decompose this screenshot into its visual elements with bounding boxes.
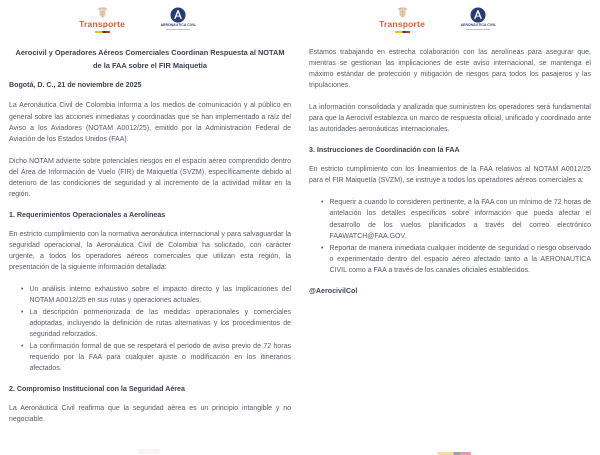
colombia-flag-underline (395, 31, 410, 34)
bullet-icon: • (21, 309, 24, 317)
bullet-icon: • (321, 244, 324, 252)
dateline: Bogotá, D. C., 21 de noviembre de 2025 (9, 81, 142, 90)
bullet-text: La descripción pormenorizada de las medidas operacionales y comerciales adoptadas, incluyendo la definición de rutas alternativas y los procedimientos de seguridad reforzados. (29, 309, 291, 339)
list-item (321, 197, 591, 241)
aerocivil-subtext-line (466, 29, 490, 30)
aerocivil-a-icon (470, 7, 486, 23)
list-item (321, 243, 591, 276)
bullet-icon: • (21, 286, 24, 294)
transporte-wordmark: Transporte (79, 19, 126, 29)
aerocivil-logo (136, 6, 221, 30)
list-item (21, 307, 291, 340)
page-2-footer-mark (437, 452, 471, 455)
aerocivil-a-icon (170, 7, 186, 23)
bullet-text: La confirmación formal de que se respetará el periodo de aviso previo de 72 horas requerido por la FAA para cualquier ajuste o modificación en los itinerarios afectados. (29, 343, 291, 373)
ministry-crest-icon (96, 6, 109, 19)
paragraph-collaboration: Estamos trabajando en estrecha colaboración con las aerolíneas para asegurar que, mientras se gestionan las implicaciones de este aviso internacional, se mantenga el máximo estándar de protección y mitigación de riesgos para todos los pasajeros y las tripulaciones. (309, 49, 591, 90)
paragraph-intro: La Aeronáutica Civil de Colombia informa a los medios de comunicación y al público en general sobre las acciones inmediatas y coordinadas que se han implementado a raíz del Aviso a los Aviadores (NOTAM A0012/25), emitido por la Administración Federal de Aviación de los Estados Unidos (FAA). (9, 102, 291, 143)
aerocivil-wordmark: AERONÁUTICA CIVIL (460, 23, 497, 27)
page-2-header (309, 6, 591, 39)
paragraph-notam-warning: Dicho NOTAM advierte sobre potenciales riesgos en el espacio aéreo comprendido dentro del Área de Información de Vuelo (FIR) de Maiquetía (SVZM), específicamente debido al deterioro de las condiciones de seguridad y al incremento de la actividad militar en la región. (9, 157, 291, 198)
bullet-text: Un análisis interno exhaustivo sobre el impacto directo y las implicaciones del NOTAM A0012/25 en sus rutas y operaciones actuales. (29, 286, 291, 305)
bullet-text: Reportar de manera inmediata cualquier incidente de seguridad o riesgo observado o experimentado dentro del espacio aéreo afectado tanto a la AERONAUTICA CIVIL como a FAA a través de los canales oficiales establecidos. (329, 244, 591, 274)
paragraph-commitment: La Aeronáutica Civil reafirma que la seguridad aérea es un principio intangible y no negociable. (9, 405, 291, 424)
paragraph-requirements: En estricto cumplimiento con la normativa aeronáutica internacional y para salvaguardar la seguridad operacional, la Aeronáutica Civil de Colombia ha solicitado, con carácter urgente, a todos los operadores aéreos comerciales que utilizan esta región, la presentación de la siguiente información detallada: (9, 230, 291, 271)
requirements-bullet-list (9, 284, 291, 374)
paragraph-faa-instructions: En estricto cumplimiento con los lineamientos de la FAA relativos al NOTAM A0012/25 para el FIR Maiquetía (SVZM), se instruye a todos los operadores aéreos comerciales a: (309, 166, 591, 185)
bullet-icon: • (321, 199, 324, 207)
page-1-footer-mark (138, 449, 160, 454)
aerocivil-subtext-line (166, 29, 190, 30)
aerocivil-wordmark: AERONÁUTICA CIVIL (160, 23, 197, 27)
paragraph-consolidated-info: La información consolidada y analizada que suministren los operadores será fundamental para que la Aerocivil establezca un marco de respuesta oficial, unificado y coordinado ante las autoridades aeronáuticas internacionales. (309, 104, 591, 134)
ministry-crest-icon (396, 6, 409, 19)
bullet-text: Requerir a cuando lo consideren pertinente, a la FAA con un mínimo de 72 horas de antelación los detalles específicos sobre información que pueda afectar el desarrollo de los vuelos planificados a través del correo electrónico FAAWATCH@FAA.GOV. (329, 199, 591, 240)
section-heading-2: 2. Compromiso Institucional con la Seguridad Aérea (9, 385, 185, 394)
colombia-flag-underline (95, 31, 110, 34)
ministry-transporte-logo (379, 6, 425, 33)
list-item (21, 341, 291, 374)
section-heading-1: 1. Requerimientos Operacionales a Aerolíneas (9, 210, 166, 219)
aerocivil-logo (436, 6, 521, 30)
list-item (21, 284, 291, 306)
ministry-transporte-logo (79, 6, 125, 33)
page-1-header (9, 6, 291, 39)
page-title: Aerocivil y Operadores Aéreos Comerciales Coordinan Respuesta al NOTAM de la FAA sobre el FIR Maiquetía (15, 48, 285, 70)
faa-instructions-bullet-list (309, 197, 591, 275)
section-heading-3: 3. Instrucciones de Coordinación con la FAA (309, 146, 460, 155)
transporte-wordmark: Transporte (379, 19, 426, 29)
social-handle: @AerocivilCol (309, 286, 358, 295)
page-2 (300, 0, 600, 455)
bullet-icon: • (21, 343, 24, 351)
